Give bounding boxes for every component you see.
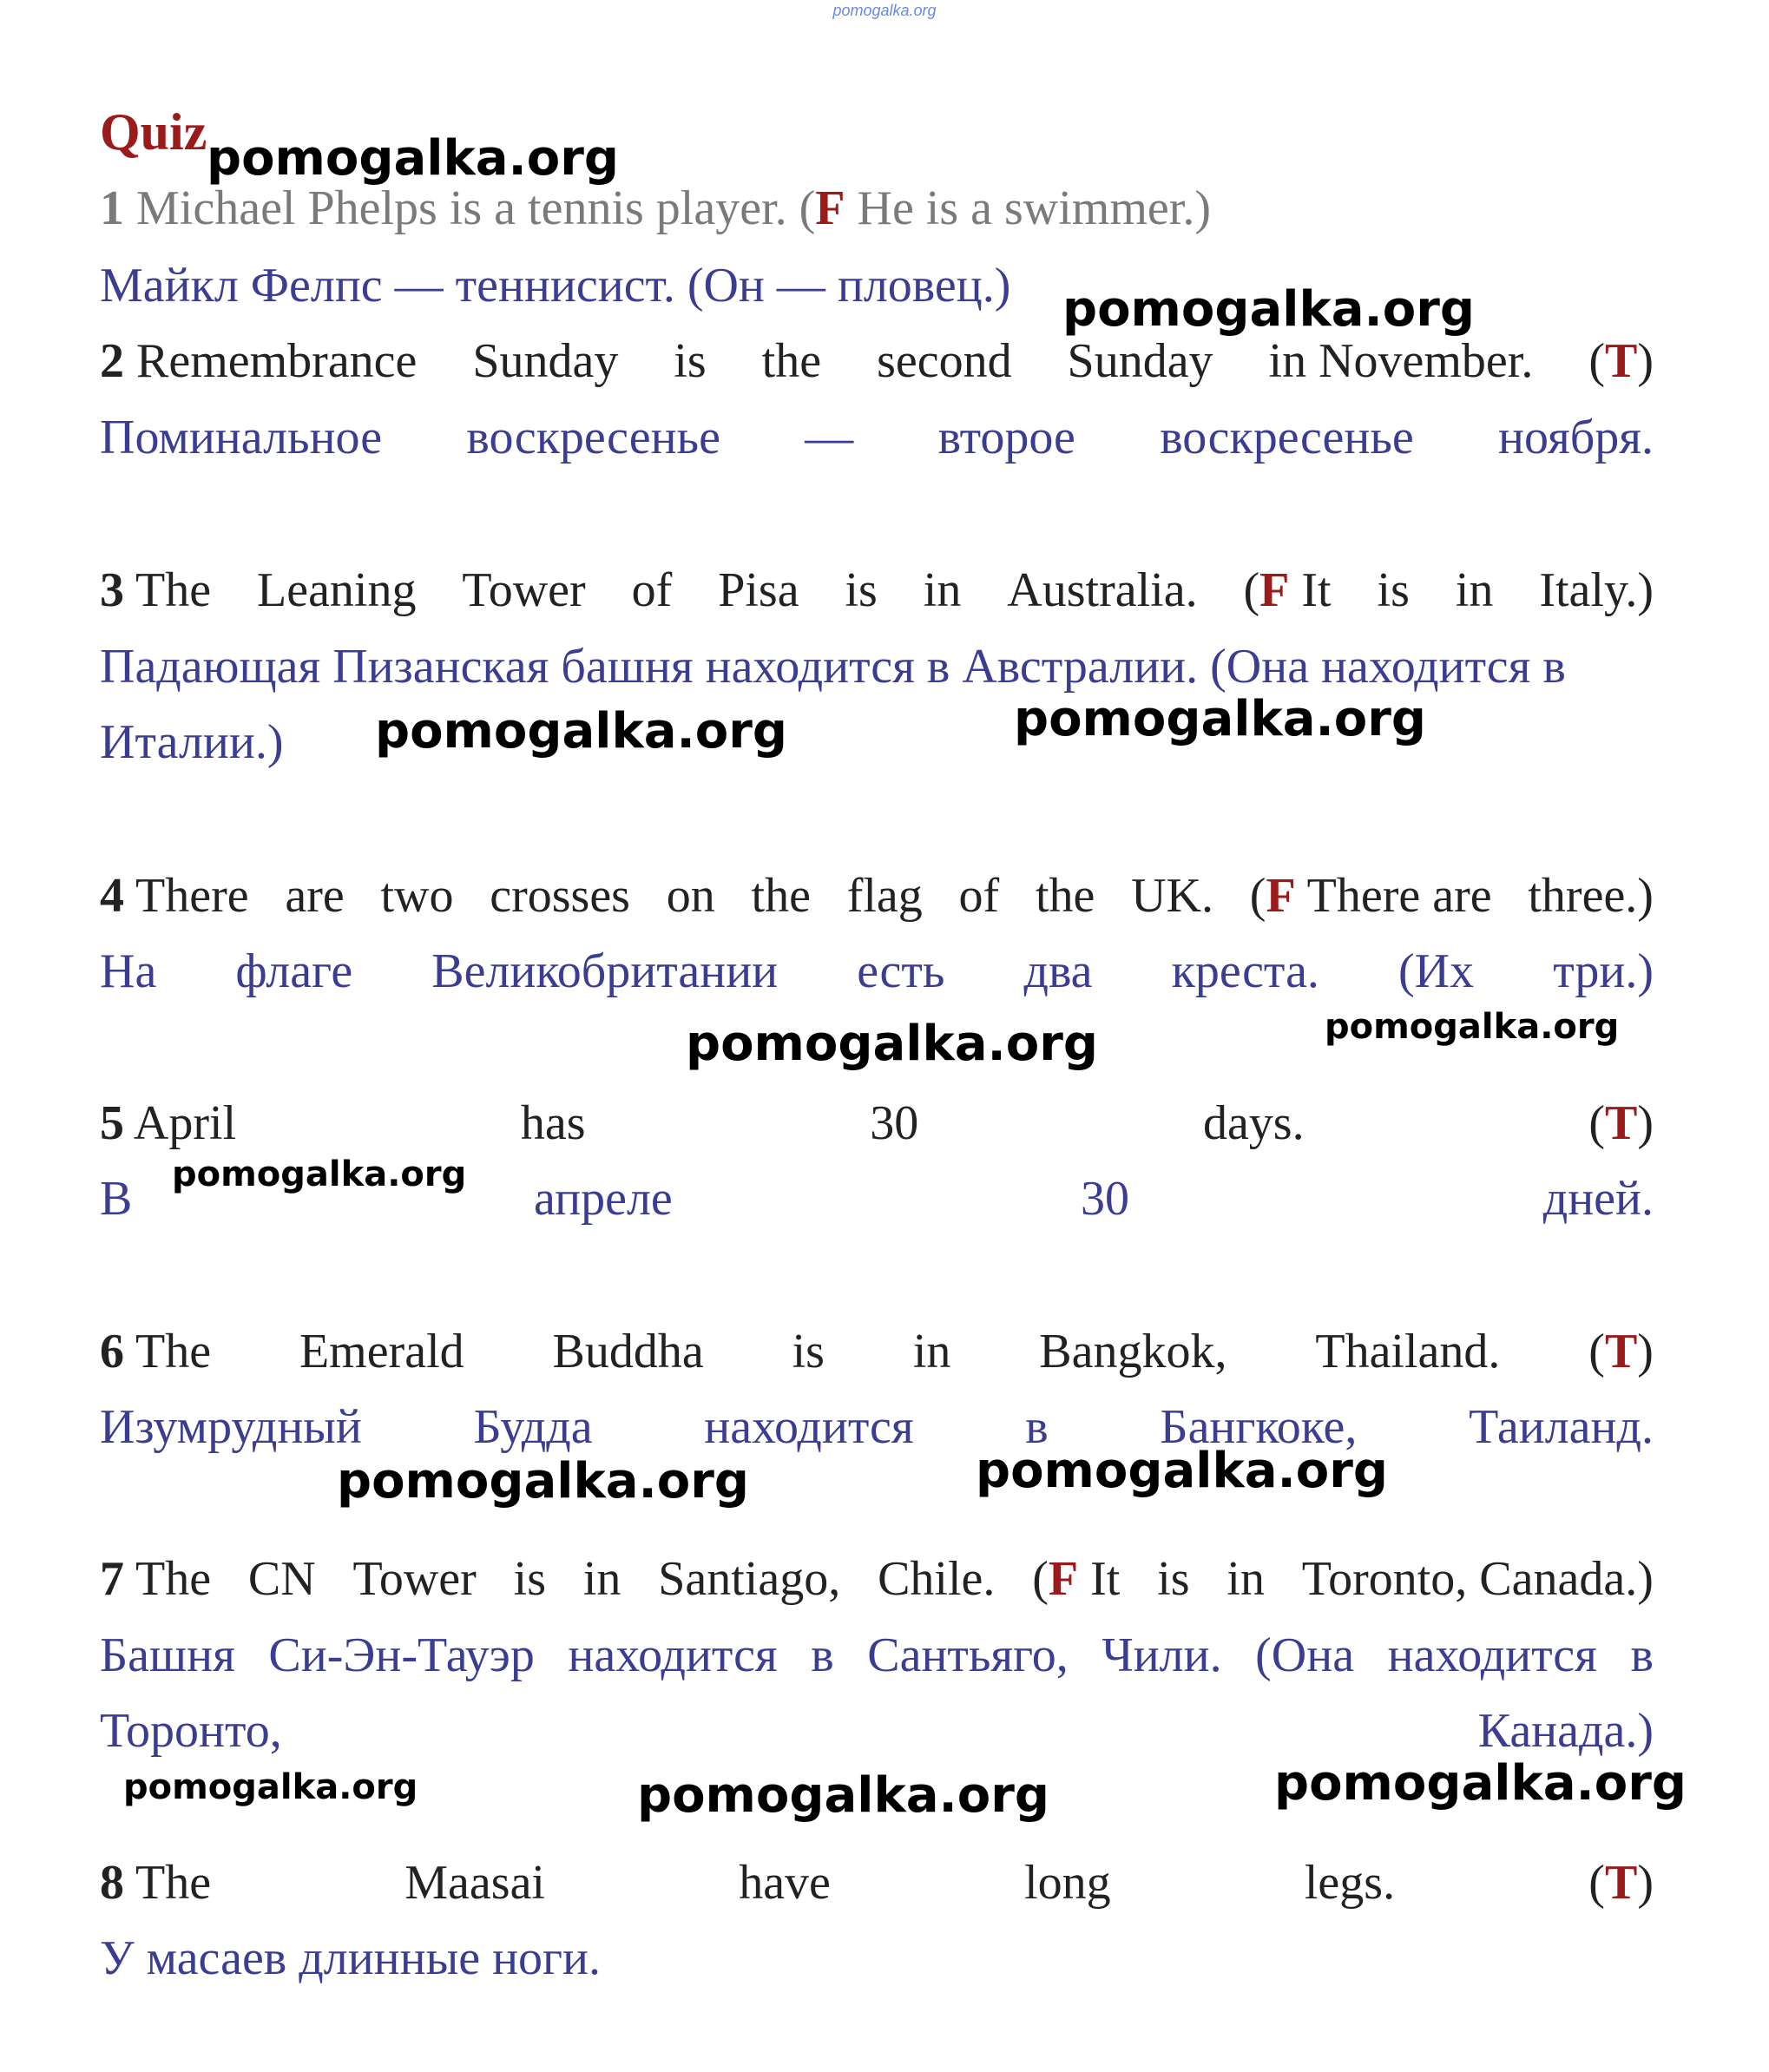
word: Tower [462,563,586,617]
word: April [133,1096,237,1150]
item-8-russian: У масаев длинные ноги. [100,1931,601,1985]
item-4-english [100,868,1654,924]
word: ( [1032,1552,1049,1606]
item-1-english [100,181,1654,236]
word: days. [1202,1096,1305,1150]
item-number: 5 [100,1096,124,1150]
item-1-russian: Майкл Фелпс — теннисист. (Он — пловец.) [100,259,1011,312]
word: (Она [1255,1628,1355,1682]
item-2-russian [100,410,1654,465]
word: В [100,1172,133,1226]
word: ноября. [1498,411,1654,464]
word: the [1035,869,1095,923]
word: is [1157,1552,1190,1606]
word: ( [1249,869,1266,923]
word: ( [1243,563,1260,617]
word: ) [1637,1096,1654,1150]
top-watermark: pomogalka.org [832,2,937,19]
word: Торонто, [100,1704,282,1758]
word: Будда [473,1400,593,1454]
word: (Их [1398,944,1475,998]
answer-mark: T [1604,1325,1638,1378]
watermark: pomogalka.org [976,1443,1388,1499]
word: Italy.) [1539,563,1654,617]
word: the [751,869,811,923]
word: в [1025,1400,1049,1454]
word: of [631,563,673,617]
word: on [666,869,715,923]
word: Remembrance [136,334,418,388]
watermark: pomogalka.org [686,1016,1098,1072]
item-number: 4 [100,869,124,923]
word: is [1377,563,1410,617]
word: Таиланд. [1469,1400,1654,1454]
watermark: pomogalka.org [1274,1755,1687,1812]
item-7-russian-line-1 [100,1628,1654,1683]
word: Thailand. [1315,1325,1501,1378]
word: ) [1637,1856,1654,1910]
word: the [761,334,822,388]
word: Бангкоке, [1160,1400,1358,1454]
answer-mark: F [1048,1552,1079,1606]
word: креста. [1171,944,1319,998]
word: UK. [1131,869,1214,923]
item-number: 6 [100,1325,124,1378]
word: Поминальное [100,411,383,464]
word: There [135,869,249,923]
answer-mark: F [815,181,845,235]
word: The [135,1552,212,1606]
word: in November. [1268,334,1534,388]
word: в [1630,1628,1654,1682]
item-5-english [100,1095,1654,1151]
word: CN [247,1552,316,1606]
watermark: pomogalka.org [1062,281,1475,338]
word: ( [1588,1096,1605,1150]
item-3-russian-line-1: Падающая Пизанская башня находится в Австралии. (Она находится в [100,640,1566,694]
word: in [1226,1552,1265,1606]
word: Изумрудный [100,1400,362,1454]
word: in [582,1552,621,1606]
word: long [1024,1856,1111,1910]
watermark: pomogalka.org [337,1453,749,1510]
word: There are [1306,869,1492,923]
word: 30 [870,1096,919,1150]
word: legs. [1304,1856,1396,1910]
word: three.) [1528,869,1654,923]
item-7-english [100,1551,1654,1607]
word: Toronto, Canada.) [1301,1552,1654,1606]
word: crosses [490,869,630,923]
word: Сантьяго, [867,1628,1069,1682]
word: are [285,869,345,923]
item-number: 8 [100,1856,124,1910]
word: is [792,1325,825,1378]
word: flag [846,869,923,923]
word: Sunday [472,334,619,388]
word: — [805,411,854,464]
word: три.) [1553,944,1654,998]
item-number: 2 [100,334,124,388]
word: The [135,1856,212,1910]
word: Chile. [878,1552,996,1606]
item-text: Michael Phelps is a tennis player. ( [136,181,816,235]
answer-mark: T [1604,1856,1638,1910]
word: The [135,1325,212,1378]
word: It [1090,1552,1121,1606]
word: is [845,563,878,617]
word: second [877,334,1012,388]
word: is [513,1552,546,1606]
word: Maasai [404,1856,545,1910]
answer-mark: F [1266,869,1296,923]
watermark: pomogalka.org [375,703,787,760]
word: Великобритании [431,944,779,998]
item-6-english [100,1324,1654,1379]
answer-mark: T [1604,334,1638,388]
answer-mark: T [1604,1096,1638,1150]
word: Santiago, [658,1552,841,1606]
page-title: Quiz [100,103,207,161]
answer-mark: F [1259,563,1290,617]
word: Leaning [257,563,417,617]
word: is [674,334,707,388]
word: Sunday [1067,334,1213,388]
word: Си-Эн-Тауэр [268,1628,535,1682]
word: находится [568,1628,778,1682]
watermark: pomogalka.org [123,1767,418,1807]
word: есть [857,944,945,998]
word: Башня [100,1628,235,1682]
word: ( [1588,334,1605,388]
word: дней. [1542,1172,1654,1226]
word: in [912,1325,951,1378]
item-number: 3 [100,563,124,617]
word: of [958,869,1000,923]
word: Чили. [1102,1628,1222,1682]
item-4-russian [100,944,1654,999]
word: воскресенье [1160,411,1414,464]
word: Australia. [1007,563,1198,617]
word: in [1455,563,1494,617]
word: has [520,1096,586,1150]
word: апреле [534,1172,673,1226]
watermark: pomogalka.org [172,1154,467,1194]
word: The [135,563,212,617]
word: флаге [235,944,353,998]
watermark: pomogalka.org [637,1767,1049,1824]
word: It [1301,563,1332,617]
word: Tower [352,1552,477,1606]
word: Buddha [552,1325,704,1378]
word: ( [1588,1856,1605,1910]
item-2-english [100,333,1654,389]
word: второе [937,411,1075,464]
watermark: pomogalka.org [207,130,619,187]
item-6-russian [100,1399,1654,1455]
word: находится [1387,1628,1597,1682]
word: Канада.) [1477,1704,1654,1758]
word: находится [704,1400,914,1454]
item-number: 7 [100,1552,124,1606]
word: воскресенье [466,411,720,464]
word: На [100,944,157,998]
word: ( [1588,1325,1605,1378]
item-3-english [100,562,1654,618]
watermark: pomogalka.org [1325,1007,1620,1047]
word: Pisa [718,563,799,617]
word: ) [1637,1325,1654,1378]
item-3-russian-line-2: Италии.) [100,715,284,769]
word: Bangkok, [1039,1325,1227,1378]
item-7-russian-line-2 [100,1703,1654,1759]
item-8-english [100,1855,1654,1911]
answer-text: He is a swimmer.) [857,181,1211,235]
word: Emerald [299,1325,464,1378]
item-number: 1 [100,181,124,235]
word: have [739,1856,831,1910]
watermark: pomogalka.org [1014,691,1426,747]
word: два [1023,944,1093,998]
word: in [923,563,962,617]
word: 30 [1081,1172,1129,1226]
word: в [811,1628,834,1682]
word: ) [1637,334,1654,388]
word: two [380,869,454,923]
